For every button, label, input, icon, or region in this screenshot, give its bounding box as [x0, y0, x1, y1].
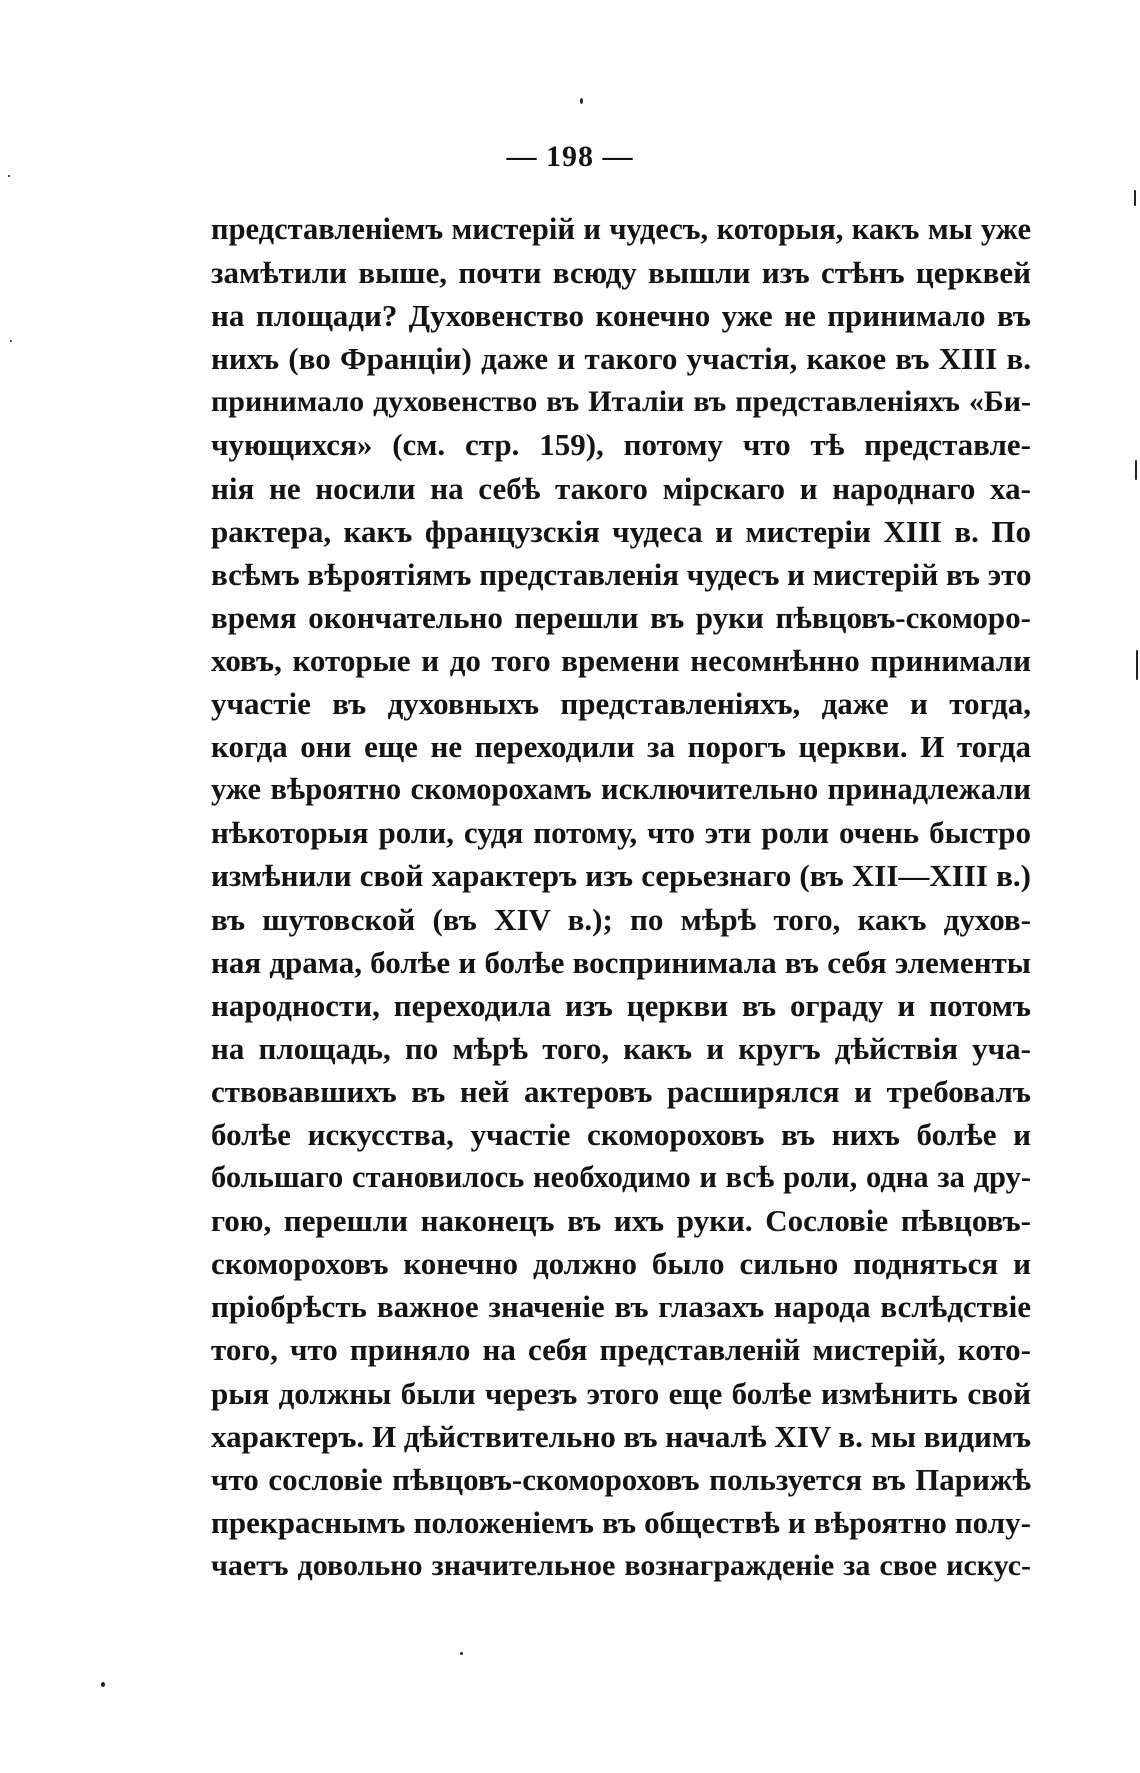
text-line: принимало духовенство въ Италіи въ представленіяхъ «Би- — [211, 385, 1031, 419]
scan-speck — [1136, 650, 1138, 680]
text-line: ховъ, которые и до того времени несомнѣнно принимали — [211, 642, 1031, 678]
text-line: того, что приняло на себя представленій мистерій, кото- — [211, 1332, 1031, 1368]
text-line: народности, переходила изъ церкви въ ограду и потомъ — [211, 987, 1031, 1023]
text-line: чующихся» (см. стр. 159), потому что тѣ представле- — [211, 427, 1031, 463]
text-line: гою, перешли наконецъ въ ихъ руки. Сословіе пѣвцовъ- — [211, 1203, 1031, 1239]
text-line: характеръ. И дѣйствительно въ началѣ XIV в. мы видимъ — [211, 1418, 1032, 1454]
text-line: нихъ (во Франціи) даже и такого участія, какое въ XIII в. — [211, 341, 1031, 377]
text-line: участіе въ духовныхъ представленіяхъ, даже и тогда, — [211, 686, 1031, 722]
text-line: уже вѣроятно скоморохамъ исключительно принадлежали — [211, 772, 1031, 807]
text-line: на площади? Духовенство конечно уже не принимало въ — [211, 298, 1031, 334]
scan-speck — [10, 340, 12, 342]
text-line: измѣнили свой характеръ изъ серьезнаго (въ XII—XIII в.) — [211, 858, 1031, 894]
text-line: большаго становилось необходимо и всѣ роли, одна за дру- — [211, 1160, 1031, 1195]
text-body — [211, 208, 1031, 1587]
text-line: что сословіе пѣвцовъ-скомороховъ пользуется въ Парижѣ — [211, 1461, 1031, 1497]
text-line: представленіемъ мистерій и чудесъ, которыя, какъ мы уже — [211, 212, 1031, 246]
text-line: въ шутовской (въ XIV в.); по мѣрѣ того, какъ духов- — [211, 901, 1031, 937]
text-line: время окончательно перешли въ руки пѣвцовъ-скоморо- — [211, 599, 1031, 635]
text-line: ствовавшихъ въ ней актеровъ расширялся и требовалъ — [211, 1073, 1031, 1109]
scan-speck — [101, 1682, 105, 1687]
page-number: — 198 — — [506, 140, 634, 173]
scan-speck — [580, 98, 583, 104]
text-line: всѣмъ вѣроятіямъ представленія чудесъ и мистерій въ это — [211, 556, 1032, 592]
scan-speck — [1135, 460, 1137, 480]
text-line: ная драма, болѣе и болѣе воспринимала въ себя элементы — [211, 944, 1031, 980]
text-line: на площадь, по мѣрѣ того, какъ и кругъ дѣйствія уча- — [211, 1030, 1031, 1066]
text-line: скомороховъ конечно должно было сильно подняться и — [211, 1246, 1031, 1282]
text-line: рактера, какъ французскія чудеса и мистеріи XIII в. По — [211, 513, 1031, 549]
text-line: когда они еще не переходили за порогъ церкви. И тогда — [211, 729, 1031, 765]
text-line: пріобрѣсть важное значеніе въ глазахъ народа вслѣдствіе — [211, 1289, 1031, 1325]
text-line: чаетъ довольно значительное вознагражденіе за свое искус- — [211, 1548, 1031, 1582]
scan-speck — [8, 175, 10, 177]
text-line: рыя должны были черезъ этого еще болѣе измѣнить свой — [211, 1375, 1031, 1411]
text-line: болѣе искусства, участіе скомороховъ въ нихъ болѣе и — [211, 1116, 1031, 1152]
scan-speck — [1134, 190, 1136, 206]
text-line: нѣкоторыя роли, судя потому, что эти роли очень быстро — [211, 815, 1031, 851]
text-line: замѣтили выше, почти всюду вышли изъ стѣнъ церквей — [211, 255, 1031, 291]
scan-speck — [460, 1652, 463, 1655]
text-line: прекраснымъ положеніемъ въ обществѣ и вѣроятно полу- — [211, 1504, 1031, 1540]
text-line: нія не носили на себѣ такого мірскаго и народнаго ха- — [211, 470, 1031, 506]
